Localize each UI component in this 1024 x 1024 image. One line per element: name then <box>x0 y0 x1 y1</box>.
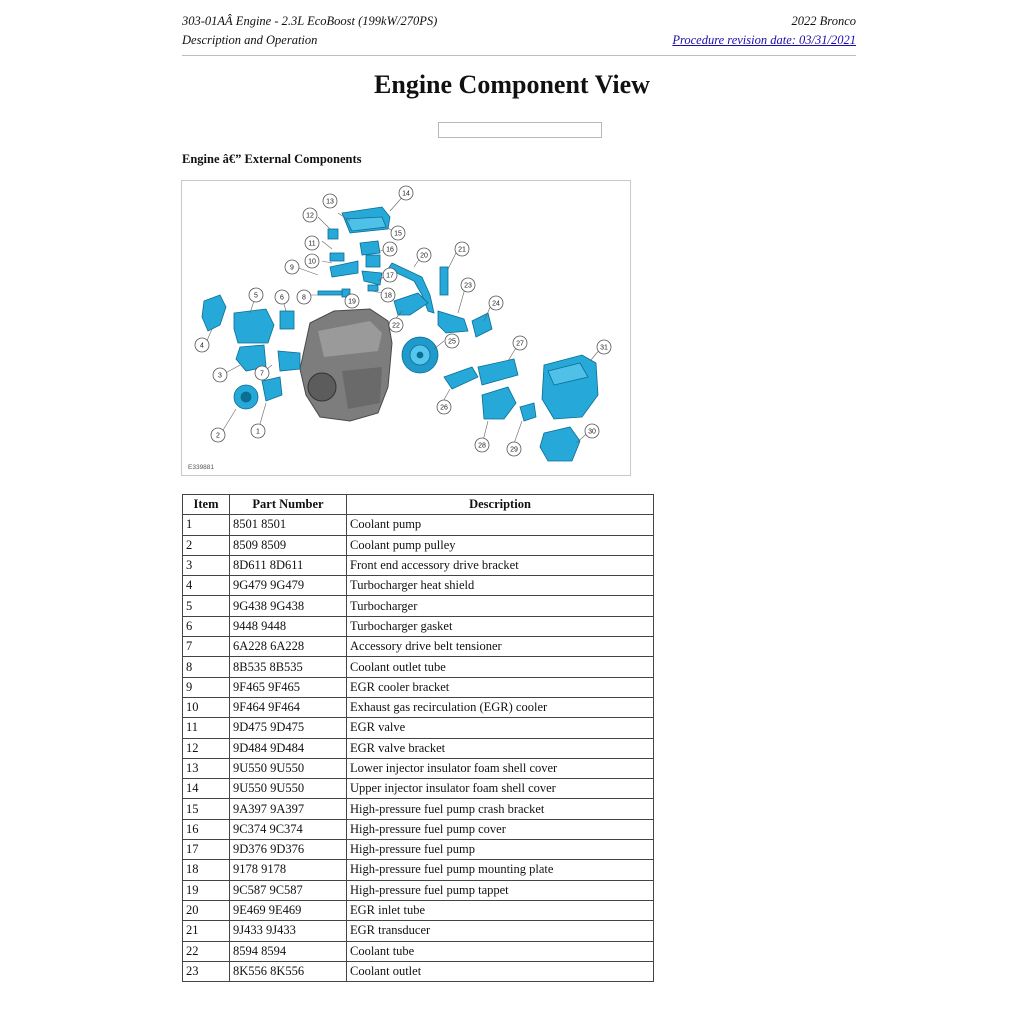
table-row <box>183 819 654 839</box>
cell-description: EGR transducer <box>347 921 654 941</box>
callout-label: 16 <box>386 246 394 254</box>
cell-description: Exhaust gas recirculation (EGR) cooler <box>347 697 654 717</box>
cell-description: EGR inlet tube <box>347 900 654 920</box>
callout-label: 31 <box>600 344 608 352</box>
table-row <box>183 677 654 697</box>
callout-label: 4 <box>200 342 204 350</box>
diagram-svg <box>182 181 630 475</box>
cell-part-number: 8B535 8B535 <box>230 657 347 677</box>
table-row <box>183 637 654 657</box>
cell-description: Accessory drive belt tensioner <box>347 637 654 657</box>
cell-item: 7 <box>183 637 230 657</box>
callout-label: 23 <box>464 282 472 290</box>
cell-part-number: 9E469 9E469 <box>230 900 347 920</box>
parts-table-body <box>183 515 654 982</box>
vehicle-model: 2022 Bronco <box>791 14 856 28</box>
callout-label: 3 <box>218 372 222 380</box>
cell-part-number: 9A397 9A397 <box>230 799 347 819</box>
cell-description: Coolant pump pulley <box>347 535 654 555</box>
cell-description: Coolant outlet <box>347 961 654 981</box>
cell-description: Coolant tube <box>347 941 654 961</box>
cell-item: 19 <box>183 880 230 900</box>
table-row <box>183 921 654 941</box>
cell-part-number: 8K556 8K556 <box>230 961 347 981</box>
callout-label: 29 <box>510 446 518 454</box>
callout-label: 19 <box>348 298 356 306</box>
search-input[interactable] <box>438 122 602 138</box>
table-row <box>183 779 654 799</box>
cell-part-number: 9C587 9C587 <box>230 880 347 900</box>
header-part-number: Part Number <box>230 495 347 515</box>
callout-label: 14 <box>402 190 410 198</box>
document-header-right <box>672 12 856 50</box>
table-row <box>183 961 654 981</box>
callout-label: 20 <box>420 252 428 260</box>
engine-block-illustration <box>300 309 392 421</box>
cell-part-number: 9C374 9C374 <box>230 819 347 839</box>
callout-label: 11 <box>308 240 316 248</box>
cell-item: 11 <box>183 718 230 738</box>
table-row <box>183 880 654 900</box>
table-row <box>183 596 654 616</box>
cell-description: Turbocharger gasket <box>347 616 654 636</box>
table-header-row <box>183 495 654 515</box>
table-row <box>183 860 654 880</box>
callout-label: 27 <box>516 340 524 348</box>
table-row <box>183 697 654 717</box>
table-row <box>183 840 654 860</box>
cell-description: EGR valve <box>347 718 654 738</box>
callout-label: 5 <box>254 292 258 300</box>
cell-part-number: 9U550 9U550 <box>230 779 347 799</box>
cell-item: 16 <box>183 819 230 839</box>
table-row <box>183 515 654 535</box>
section-heading: Engine â€” External Components <box>182 152 362 166</box>
cell-item: 6 <box>183 616 230 636</box>
engine-exploded-diagram <box>181 180 631 476</box>
callout-label: 15 <box>394 230 402 238</box>
callout-label: 13 <box>326 198 334 206</box>
callout-label: 2 <box>216 432 220 440</box>
header-item: Item <box>183 495 230 515</box>
callout-label: 18 <box>384 292 392 300</box>
cell-description: Turbocharger <box>347 596 654 616</box>
cell-description: Coolant outlet tube <box>347 657 654 677</box>
manual-subsection: Description and Operation <box>182 33 318 47</box>
manual-section-title: 303-01AÂ Engine - 2.3L EcoBoost (199kW/270PS) <box>182 14 438 28</box>
callout-label: 12 <box>306 212 314 220</box>
table-row <box>183 941 654 961</box>
cell-item: 21 <box>183 921 230 941</box>
header-description: Description <box>347 495 654 515</box>
cell-item: 15 <box>183 799 230 819</box>
cell-item: 23 <box>183 961 230 981</box>
cell-item: 4 <box>183 576 230 596</box>
cell-item: 22 <box>183 941 230 961</box>
cell-part-number: 8594 8594 <box>230 941 347 961</box>
cell-part-number: 9D484 9D484 <box>230 738 347 758</box>
table-row <box>183 799 654 819</box>
table-row <box>183 657 654 677</box>
parts-table <box>182 494 654 982</box>
cell-part-number: 8D611 8D611 <box>230 555 347 575</box>
cell-part-number: 9178 9178 <box>230 860 347 880</box>
callout-label: 1 <box>256 428 260 436</box>
cell-item: 10 <box>183 697 230 717</box>
cell-description: Turbocharger heat shield <box>347 576 654 596</box>
cell-part-number: 6A228 6A228 <box>230 637 347 657</box>
cell-item: 8 <box>183 657 230 677</box>
cell-part-number: 9G438 9G438 <box>230 596 347 616</box>
table-row <box>183 758 654 778</box>
callout-label: 10 <box>308 258 316 266</box>
cell-description: High-pressure fuel pump tappet <box>347 880 654 900</box>
cell-part-number: 9U550 9U550 <box>230 758 347 778</box>
cell-item: 2 <box>183 535 230 555</box>
callout-label: 9 <box>290 264 294 272</box>
cell-part-number: 8501 8501 <box>230 515 347 535</box>
cell-item: 1 <box>183 515 230 535</box>
callout-label: 21 <box>458 246 466 254</box>
component-parts <box>202 207 598 461</box>
cell-item: 5 <box>183 596 230 616</box>
cell-part-number: 8509 8509 <box>230 535 347 555</box>
table-row <box>183 576 654 596</box>
cell-item: 3 <box>183 555 230 575</box>
cell-description: Lower injector insulator foam shell cover <box>347 758 654 778</box>
table-row <box>183 900 654 920</box>
cell-part-number: 9D376 9D376 <box>230 840 347 860</box>
cell-part-number: 9448 9448 <box>230 616 347 636</box>
header-divider <box>182 55 856 56</box>
document-header-left <box>182 12 437 50</box>
cell-description: High-pressure fuel pump <box>347 840 654 860</box>
revision-date-link[interactable]: Procedure revision date: 03/31/2021 <box>672 33 856 47</box>
callout-label: 6 <box>280 294 284 302</box>
callout-label: 22 <box>392 322 400 330</box>
cell-item: 13 <box>183 758 230 778</box>
cell-item: 18 <box>183 860 230 880</box>
figure-id: E339881 <box>188 464 215 471</box>
cell-description: Front end accessory drive bracket <box>347 555 654 575</box>
cell-description: Coolant pump <box>347 515 654 535</box>
cell-item: 17 <box>183 840 230 860</box>
table-row <box>183 535 654 555</box>
callout-label: 28 <box>478 442 486 450</box>
cell-description: High-pressure fuel pump crash bracket <box>347 799 654 819</box>
callout-label: 26 <box>440 404 448 412</box>
callout-label: 24 <box>492 300 500 308</box>
table-row <box>183 616 654 636</box>
cell-item: 20 <box>183 900 230 920</box>
cell-item: 14 <box>183 779 230 799</box>
table-row <box>183 718 654 738</box>
callout-label: 30 <box>588 428 596 436</box>
cell-item: 12 <box>183 738 230 758</box>
cell-description: EGR cooler bracket <box>347 677 654 697</box>
callout-label: 7 <box>260 370 264 378</box>
callout-label: 8 <box>302 294 306 302</box>
cell-part-number: 9D475 9D475 <box>230 718 347 738</box>
cell-item: 9 <box>183 677 230 697</box>
cell-description: High-pressure fuel pump mounting plate <box>347 860 654 880</box>
cell-part-number: 9F465 9F465 <box>230 677 347 697</box>
cell-part-number: 9J433 9J433 <box>230 921 347 941</box>
page-title: Engine Component View <box>374 70 650 99</box>
cell-part-number: 9G479 9G479 <box>230 576 347 596</box>
table-row <box>183 738 654 758</box>
cell-description: EGR valve bracket <box>347 738 654 758</box>
cell-description: High-pressure fuel pump cover <box>347 819 654 839</box>
cell-part-number: 9F464 9F464 <box>230 697 347 717</box>
callout-label: 17 <box>386 272 394 280</box>
cell-description: Upper injector insulator foam shell cover <box>347 779 654 799</box>
table-row <box>183 555 654 575</box>
callout-label: 25 <box>448 338 456 346</box>
